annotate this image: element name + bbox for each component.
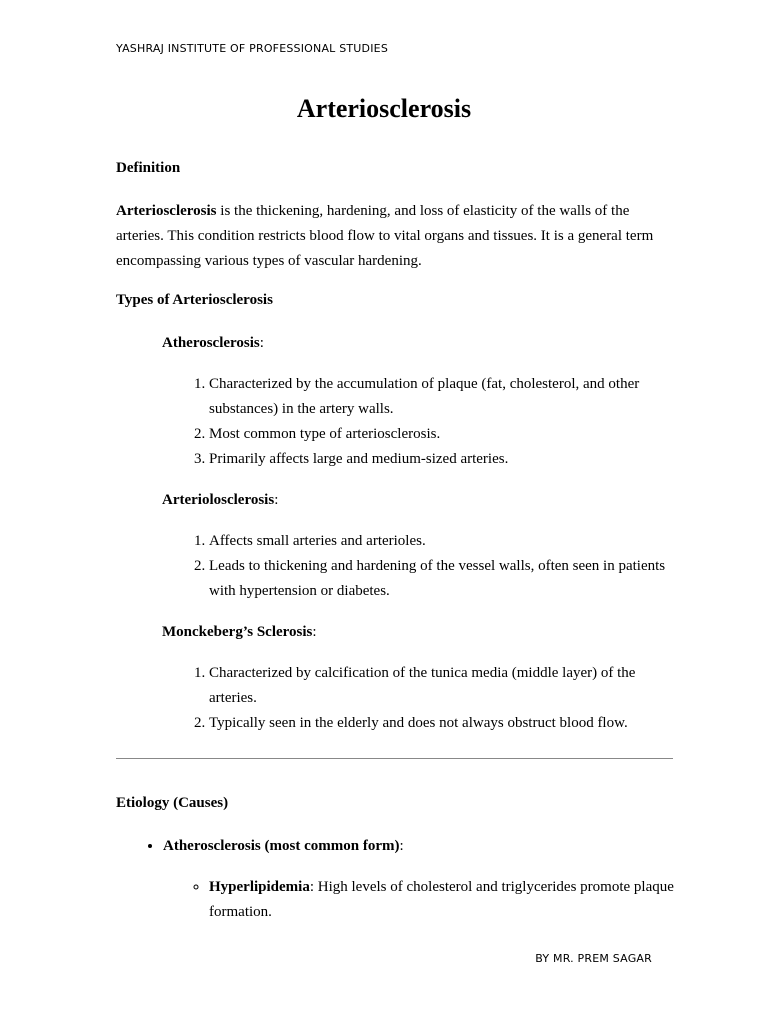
- etiology-list: [116, 834, 676, 859]
- type-heading-atherosclerosis: Atherosclerosis:: [162, 335, 264, 351]
- arteriolosclerosis-list: [116, 529, 676, 604]
- list-item: ◦ Hyperlipidemia: High levels of cholesterol and triglycerides promote plaque formation.: [209, 875, 676, 925]
- list-item: • Atherosclerosis (most common form):: [163, 834, 676, 859]
- etiology-sublist: [116, 875, 676, 925]
- page-footer: BY MR. PREM SAGAR: [535, 952, 652, 965]
- list-item: 2. Leads to thickening and hardening of the vessel walls, often seen in patients with hypertension or diabetes.: [209, 554, 676, 604]
- types-heading: Types of Arteriosclerosis: [116, 292, 273, 308]
- definition-text: is the thickening, hardening, and loss of elasticity of the walls of the arteries. This condition restricts blood flow to vital organs and tissues. It is a general term encompassing various types of vascular hardening.: [116, 203, 654, 269]
- etiology-heading: Etiology (Causes): [116, 795, 229, 811]
- type-heading-monckeberg: Monckeberg’s Sclerosis:: [162, 624, 317, 640]
- list-item: 2. Typically seen in the elderly and does not always obstruct blood flow.: [209, 711, 676, 736]
- page-header: YASHRAJ INSTITUTE OF PROFESSIONAL STUDIES: [116, 42, 389, 55]
- definition-term: Arteriosclerosis: [116, 203, 217, 219]
- atherosclerosis-list: [116, 372, 676, 472]
- definition-paragraph: [116, 199, 676, 274]
- document-title: Arteriosclerosis: [296, 94, 472, 123]
- definition-heading: Definition: [116, 160, 181, 176]
- list-item: 1. Characterized by the accumulation of plaque (fat, cholesterol, and other substances) in the artery walls.: [209, 372, 676, 422]
- list-item: 3. Primarily affects large and medium-sized arteries.: [209, 447, 676, 472]
- monckeberg-list: [116, 661, 676, 736]
- list-item: 1. Characterized by calcification of the tunica media (middle layer) of the arteries.: [209, 661, 676, 711]
- list-item: 1. Affects small arteries and arterioles.: [209, 529, 676, 554]
- document-body: [116, 158, 676, 925]
- type-heading-arteriolosclerosis: Arteriolosclerosis:: [162, 492, 279, 508]
- list-item: 2. Most common type of arteriosclerosis.: [209, 422, 676, 447]
